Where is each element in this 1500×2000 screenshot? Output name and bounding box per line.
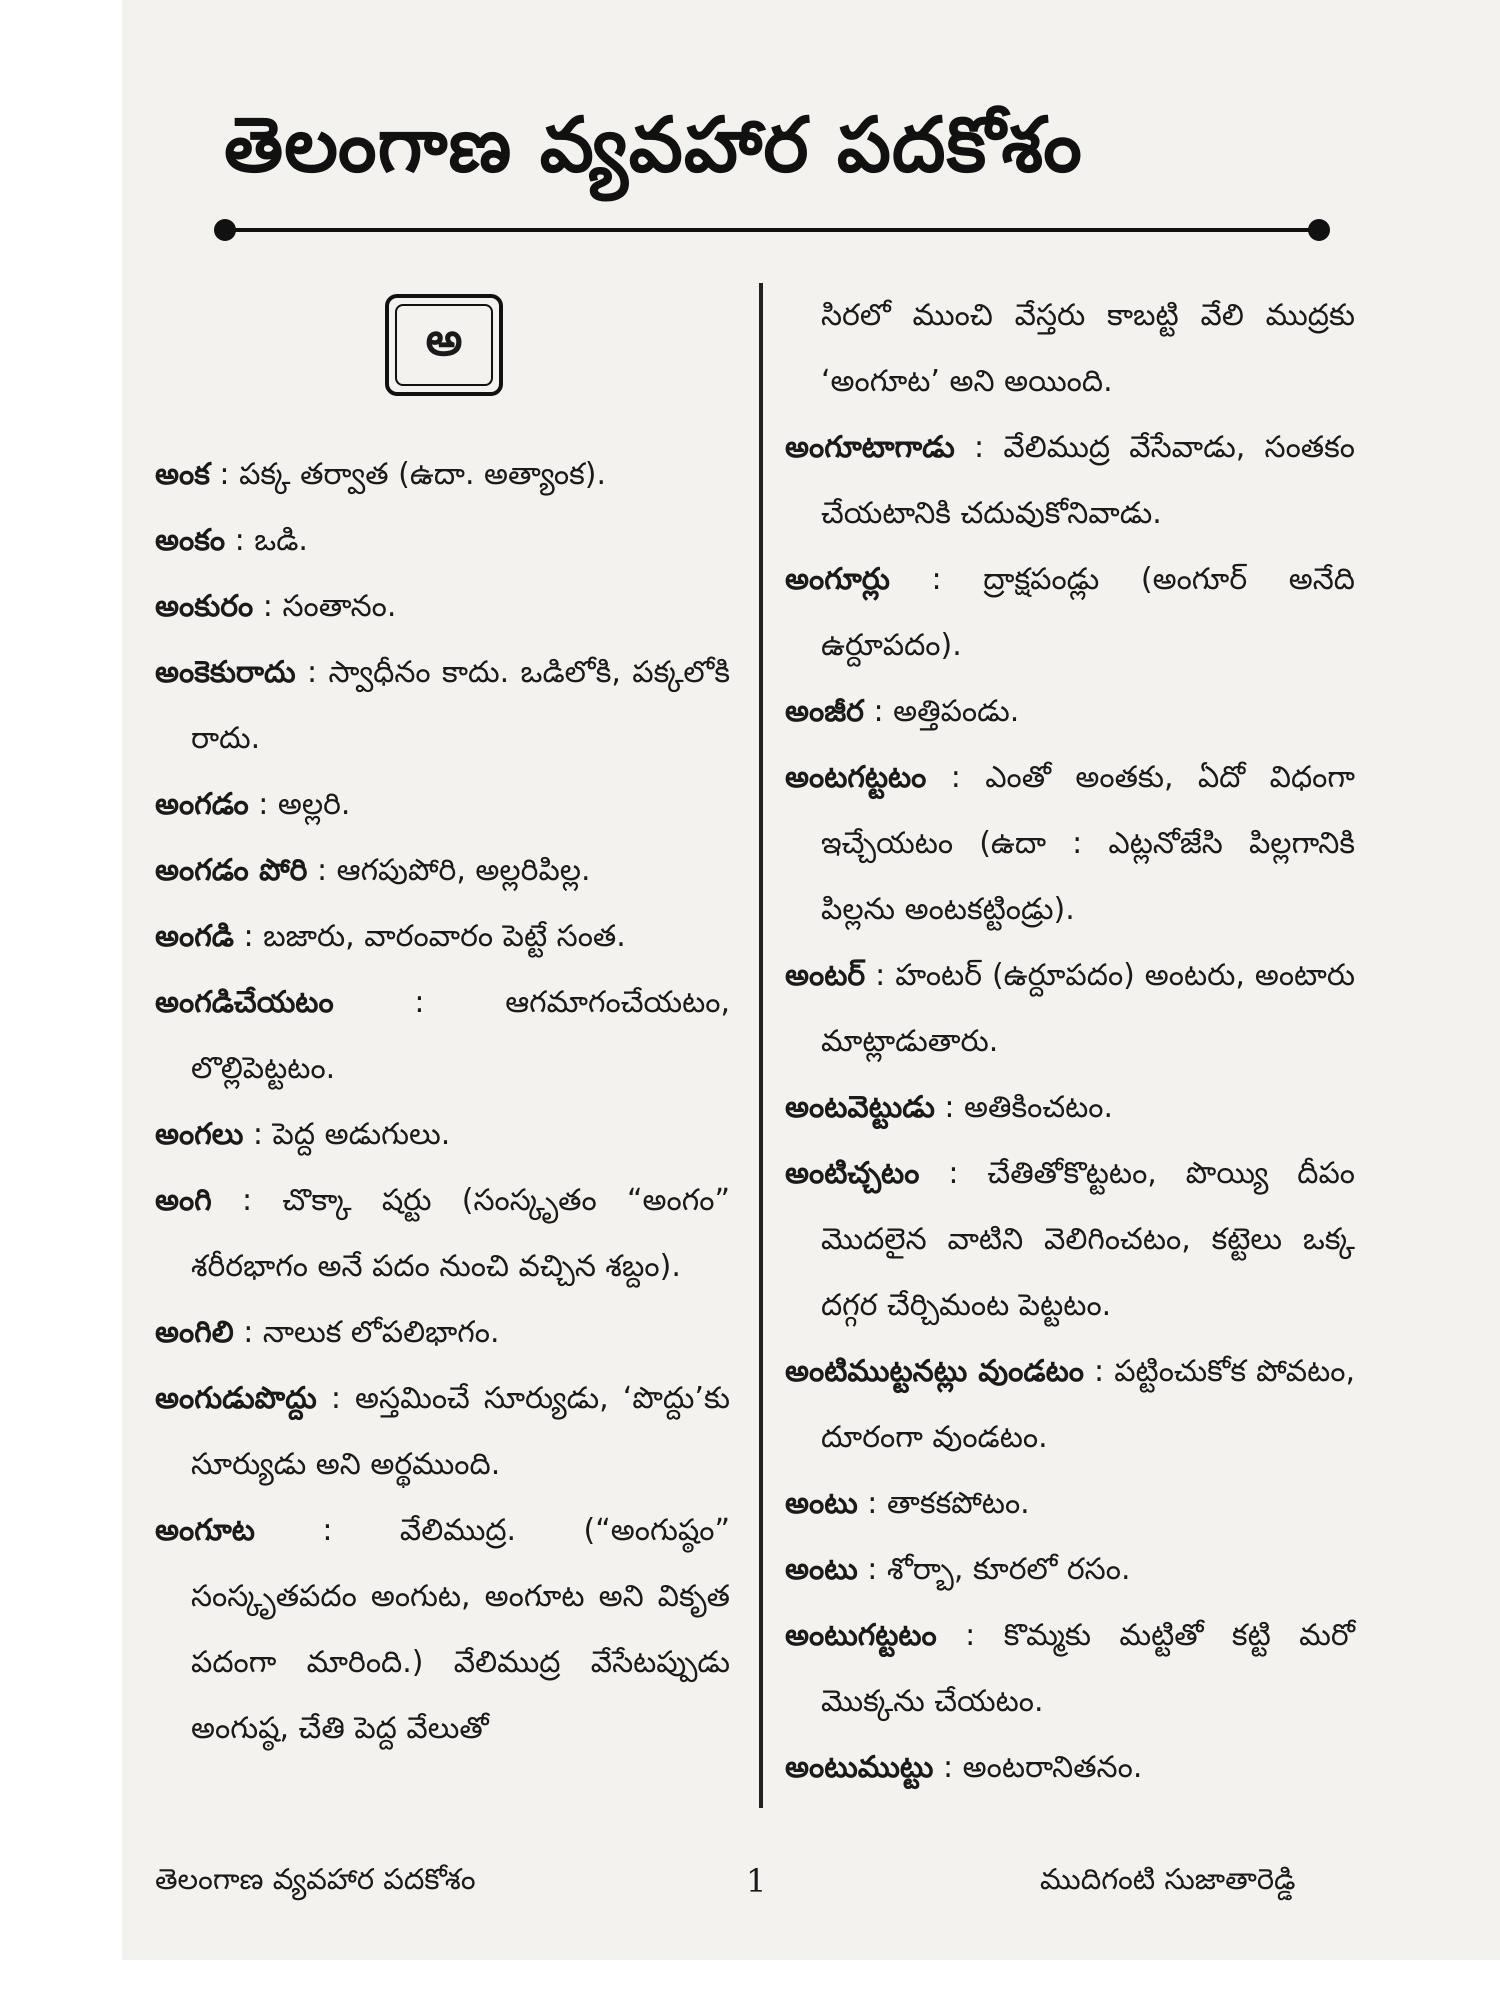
entry-definition: వేలిముద్ర. (“అంగుష్ఠం” సంస్కృతపదం అంగుట, అంగూట అని వికృత పదంగా మారింది.) వేలిముద్ర వేసేటప్పుడు అంగుష్ఠ, చేతి పెద్ద వేలుతో (191, 1513, 730, 1746)
entry-headword: అంకురం (155, 589, 254, 624)
entry-headword: అంటుముట్టు (785, 1750, 934, 1785)
entry-separator: : (926, 760, 986, 795)
entry-separator: : (857, 1486, 887, 1521)
entry-separator: : (857, 1552, 887, 1587)
entry-separator: : (225, 523, 255, 558)
entry-definition: శోర్బా, కూరలో రసం. (886, 1552, 1131, 1587)
entry-headword: అంకెకురాదు (155, 655, 296, 690)
dictionary-entry (785, 1735, 1355, 1801)
entry-definition: సంతానం. (282, 589, 397, 624)
entry-headword: అంగలు (155, 1117, 244, 1152)
entry-separator: : (295, 655, 329, 690)
entry-headword: అంకం (155, 523, 226, 558)
entry-definition: అతికించటం. (964, 1090, 1114, 1125)
entry-headword: అంగడి (155, 919, 234, 954)
entry-headword: అంటు (785, 1486, 858, 1521)
entry-separator: : (919, 1156, 988, 1191)
entry-continuation: సిరలో ముంచి వేస్తరు కాబట్టి వేలి ముద్రకు ‘అంగూట’ అని అయింది. (821, 298, 1355, 399)
entry-separator: : (253, 589, 283, 624)
entry-headword: అంటు (785, 1552, 858, 1587)
entry-separator: : (307, 853, 337, 888)
right-column (785, 283, 1355, 1801)
section-letter-box (385, 294, 503, 396)
dictionary-entry (785, 943, 1355, 1075)
rule-right-dot (1308, 219, 1330, 241)
entry-definition: చేతితోకొట్టటం, పొయ్యి దీపం మొదలైన వాటిని వెలిగించటం, కట్టెలు ఒక్క దగ్గర చేర్చిమంట పెట్టటం. (821, 1156, 1355, 1323)
dictionary-entry (155, 1300, 730, 1366)
dictionary-entry (155, 442, 730, 508)
dictionary-entry (155, 1366, 730, 1498)
dictionary-entry (155, 1102, 730, 1168)
dictionary-entry (785, 1537, 1355, 1603)
entry-definition: అల్లరి. (277, 787, 351, 822)
footer-page-number: 1 (746, 1862, 767, 1900)
entry-separator: : (889, 562, 984, 597)
entry-definition: పెద్ద అడుగులు. (272, 1117, 451, 1152)
section-letter: అ (395, 304, 493, 386)
entry-headword: అంటిముట్టనట్లు వుండటం (785, 1354, 1084, 1389)
entry-separator: : (863, 694, 894, 729)
entry-separator: : (316, 1381, 356, 1416)
entry-definition: స్వాధీనం కాదు. ఒడిలోకి, పక్కలోకి రాదు. (191, 655, 731, 756)
entry-definition: పట్టించుకోక పోవటం, దూరంగా వుండటం. (821, 1354, 1355, 1455)
entry-headword: అంక (155, 457, 210, 492)
dictionary-entry (785, 679, 1355, 745)
entry-headword: అంటర్ (785, 958, 866, 993)
entry-definition: బజారు, వారంవారం పెట్టే సంత. (263, 919, 626, 954)
entry-separator: : (865, 958, 896, 993)
dictionary-entry (155, 1498, 730, 1762)
dictionary-entry (155, 970, 730, 1102)
entry-separator: : (211, 1183, 283, 1218)
entry-headword: అంగూర్లు (785, 562, 890, 597)
left-column (155, 442, 730, 1762)
entry-headword: అంటుగట్టటం (785, 1618, 937, 1653)
dictionary-entry (785, 1603, 1355, 1735)
dictionary-entry (155, 838, 730, 904)
entry-definition: పక్క తర్వాత (ఉదా. అత్యాంక). (239, 457, 607, 492)
entry-separator: : (254, 1513, 400, 1548)
entry-separator: : (954, 430, 1004, 465)
entry-definition: ఎంతో అంతకు, ఏదో విధంగా ఇచ్చేయటం (ఉదా : ఎట్లనోజేసి పిల్లగానికి పిల్లను అంటకట్టిండ్రు). (821, 760, 1355, 927)
dictionary-entry (155, 772, 730, 838)
entry-definition: హంటర్ (ఉర్దూపదం) అంటరు, అంటారు మాట్లాడుతారు. (821, 958, 1355, 1059)
entry-definition: నాలుక లోపలిభాగం. (262, 1315, 500, 1350)
entry-separator: : (209, 457, 240, 492)
dictionary-entry (155, 904, 730, 970)
footer-author: ముదిగంటి సుజాతారెడ్డి (1040, 1862, 1296, 1896)
entry-headword: అంటగట్టటం (785, 760, 927, 795)
entry-separator: : (248, 787, 278, 822)
entry-definition: కొమ్మకు మట్టితో కట్టి మరో మొక్కను చేయటం. (821, 1618, 1355, 1719)
dictionary-entry (785, 547, 1355, 679)
entry-definition: ఆగపుపోరి, అల్లరిపిల్ల. (336, 853, 591, 888)
entry-separator: : (243, 1117, 273, 1152)
dictionary-entry (155, 508, 730, 574)
entry-headword: అంగూటాగాడు (785, 430, 955, 465)
column-divider (759, 283, 763, 1808)
entry-headword: అంటవెట్టుడు (785, 1090, 935, 1125)
entry-definition: అంటరానితనం. (962, 1750, 1143, 1785)
entry-definition: ఒడి. (254, 523, 308, 558)
entry-separator: : (936, 1618, 1004, 1653)
entry-separator: : (934, 1090, 965, 1125)
entry-separator: : (233, 919, 264, 954)
entry-headword: అంజీర (785, 694, 864, 729)
dictionary-entry (785, 1141, 1355, 1339)
entry-headword: అంగడం పోరి (155, 853, 308, 888)
entry-separator: : (933, 1750, 963, 1785)
entry-headword: అంగుడుపొద్దు (155, 1381, 317, 1416)
entry-headword: అంగడిచేయటం (155, 985, 334, 1020)
entry-separator: : (333, 985, 506, 1020)
entry-separator: : (1083, 1354, 1115, 1389)
rule-left-dot (214, 219, 236, 241)
dictionary-entry (155, 640, 730, 772)
entry-definition: ఆగమాగంచేయటం, లొల్లిపెట్టటం. (191, 985, 730, 1086)
title-rule (226, 228, 1319, 232)
entry-definition: అత్తిపండు. (893, 694, 1020, 729)
entry-definition: వేలిముద్ర వేసేవాడు, సంతకం చేయటానికి చదువుకోనివాడు. (821, 430, 1355, 531)
entry-definition: అస్తమించే సూర్యుడు, ‘పొద్దు’కు సూర్యుడు అని అర్థముంది. (191, 1381, 730, 1482)
entry-headword: అంటిచ్చటం (785, 1156, 920, 1191)
dictionary-entry (785, 1471, 1355, 1537)
dictionary-entry (785, 415, 1355, 547)
dictionary-entry (785, 1339, 1355, 1471)
entry-headword: అంగడం (155, 787, 249, 822)
entry-headword: అంగిలి (155, 1315, 234, 1350)
page-title: తెలంగాణ వ్యవహార పదకోశం (224, 100, 1083, 189)
entry-headword: అంగూట (155, 1513, 255, 1548)
dictionary-entry (155, 574, 730, 640)
footer-book-title: తెలంగాణ వ్యవహార పదకోశం (155, 1862, 476, 1896)
dictionary-entry (155, 1168, 730, 1300)
entry-definition: ద్రాక్షపండ్లు (అంగూర్ అనేది ఉర్దూపదం). (821, 562, 1355, 663)
entry-separator: : (233, 1315, 263, 1350)
dictionary-entry (785, 745, 1355, 943)
entry-definition: చొక్కా షర్టు (సంస్కృతం “అంగం” శరీరభాగం అనే పదం నుంచి వచ్చిన శబ్దం). (191, 1183, 730, 1284)
entry-headword: అంగి (155, 1183, 212, 1218)
entry-definition: తాకకపోటం. (886, 1486, 1030, 1521)
dictionary-entry (785, 1075, 1355, 1141)
